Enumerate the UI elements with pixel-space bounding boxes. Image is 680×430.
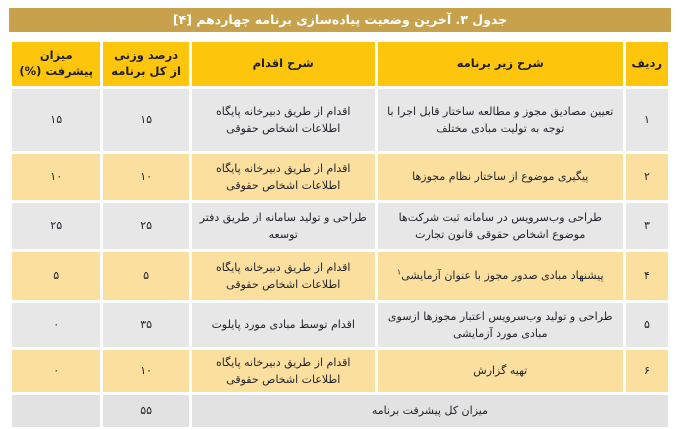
cell-weight: ۲۵ [103, 203, 188, 249]
table-row [12, 203, 668, 249]
cell-weight: ۱۰ [103, 350, 188, 392]
table-footer-row [12, 395, 668, 427]
cell-weight: ۱۰ [103, 154, 188, 200]
cell-row-no: ۴ [626, 252, 668, 300]
cell-row-no: ۳ [626, 203, 668, 249]
cell-row-no: ۱ [626, 89, 668, 151]
subprogram-text: پیشنهاد مبادی صدور مجوز با عنوان آزمایشی [401, 269, 604, 283]
header-row-no: ردیف [626, 42, 668, 86]
header-action: شرح اقدام [192, 42, 375, 86]
cell-progress: ۰ [12, 303, 100, 347]
header-progress: میزان پیشرفت (%) [12, 42, 100, 86]
table-row [12, 154, 668, 200]
cell-weight: ۵ [103, 252, 188, 300]
cell-subprogram: طراحی و تولید وب‌سرویس اعتبار مجوزها ازسوی مبادی مورد آزمایشی [378, 303, 623, 347]
cell-weight: ۳۵ [103, 303, 188, 347]
header-weight: درصد وزنی از کل برنامه [103, 42, 188, 86]
cell-progress: ۲۵ [12, 203, 100, 249]
cell-progress: ۰ [12, 350, 100, 392]
footer-progress-empty [12, 395, 100, 427]
cell-subprogram: تعیین مصادیق مجوز و مطالعه ساختار قابل اجرا با توجه به تولیت مبادی مختلف [378, 89, 623, 151]
cell-subprogram: طراحی وب‌سرویس در سامانه ثبت شرکت‌ها موضوع اشخاص حقوقی قانون تجارت [378, 203, 623, 249]
header-subprogram: شرح زیر برنامه [378, 42, 623, 86]
table-title: جدول ۳. آخرین وضعیت پیاده‌سازی برنامه چهاردهم [۴] [9, 8, 671, 32]
cell-progress: ۵ [12, 252, 100, 300]
cell-subprogram: پیگیری موضوع از ساختار نظام مجوزها [378, 154, 623, 200]
table-row [12, 89, 668, 151]
table-header-row [12, 42, 668, 86]
cell-action: اقدام از طریق دبیرخانه پایگاه اطلاعات اشخاص حقوقی [192, 252, 375, 300]
cell-row-no: ۵ [626, 303, 668, 347]
cell-progress: ۱۰ [12, 154, 100, 200]
footer-total-weight: ۵۵ [103, 395, 188, 427]
cell-action: اقدام از طریق دبیرخانه پایگاه اطلاعات اشخاص حقوقی [192, 154, 375, 200]
footnote-marker: ۱ [396, 267, 402, 277]
footer-total-label: میزان کل پیشرفت برنامه [192, 395, 668, 427]
implementation-status-table [9, 39, 671, 430]
cell-subprogram: تهیه گزارش [378, 350, 623, 392]
cell-action: اقدام از طریق دبیرخانه پایگاه اطلاعات اشخاص حقوقی [192, 89, 375, 151]
cell-row-no: ۶ [626, 350, 668, 392]
table-row [12, 252, 668, 300]
cell-progress: ۱۵ [12, 89, 100, 151]
cell-action: طراحی و تولید سامانه از طریق دفتر توسعه [192, 203, 375, 249]
cell-weight: ۱۵ [103, 89, 188, 151]
table-row [12, 303, 668, 347]
cell-subprogram [378, 252, 623, 300]
cell-row-no: ۲ [626, 154, 668, 200]
cell-action: اقدام توسط مبادی مورد پایلوت [192, 303, 375, 347]
table-row [12, 350, 668, 392]
cell-action: اقدام از طریق دبیرخانه پایگاه اطلاعات اشخاص حقوقی [192, 350, 375, 392]
